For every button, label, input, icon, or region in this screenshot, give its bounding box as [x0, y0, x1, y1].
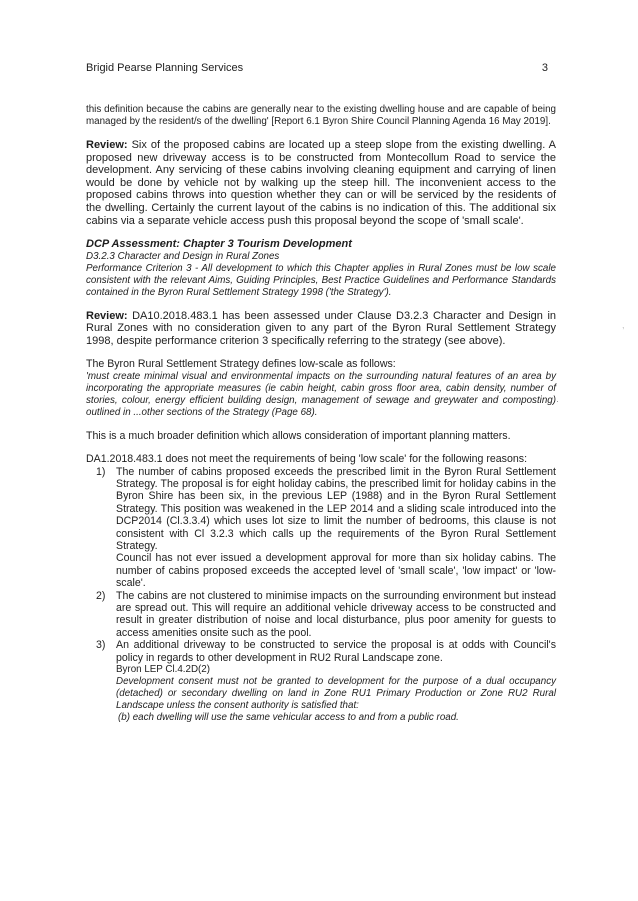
- review-text: DA10.2018.483.1 has been assessed under Clause D3.2.3 Character and Design in Rural Zones with no consideration given to any part of the Byron Rural Settlement Strategy 1998, despite performance criterion 3 specifically referring to the strategy (see above).: [86, 309, 556, 347]
- lep-reference: Byron LEP Cl.4.2D(2): [116, 664, 211, 676]
- dcp-criterion: Performance Criterion 3 - All development to which this Chapter applies in Rural Zones must be low scale consistent with the relevant Aims, Guiding Principles, Best Practice Guidelines and Performance Standards contained in the Byron Rural Settlement Strategy 1998 ('the Strategy').: [86, 262, 556, 298]
- review-paragraph-2: [86, 310, 556, 348]
- item-text: The number of cabins proposed exceeds the prescribed limit in the Byron Rural Settlement Strategy. The proposal is for eight holiday cabins, the prescribed limit for holiday cabins in the Byron Shire has been six, in the previous LEP (1988) and in the Byron Rural Settlement Strategy. This position was weakened in the LEP 2014 and a sliding scale introduced into the DCP2014 (Cl.3.3.4) which uses lot size to limit the number of bedrooms, this clause is not consistent with Cl 3.2.3 which calls up the requirements of the Byron Rural Settlement Strategy.: [116, 465, 556, 552]
- review-label: Review:: [86, 309, 128, 322]
- item-text: The cabins are not clustered to minimise impacts on the surrounding environment but instead are spread out. This will require an additional vehicle driveway access to be constructed and result in greater distribution of noise and local disturbance, plus poor amenity for guests to access amenities onsite such as the pool.: [116, 589, 556, 639]
- review-text: Six of the proposed cabins are located up a steep slope from the existing dwelling. A proposed new driveway access is to be constructed from Montecollum Road to service the development. Any servicing of these cabins involving cleaning equipment and carrying of linen would be done by vehicle not by walking up the steep hill. The inconvenient access to the proposed cabins throws into question whether they can or will be serviced by the residents of the dwelling. Certainly the current layout of the cabins is no indication of this. The additional six cabins via a separate vehicle access push this proposal beyond the scope of 'small scale'.: [86, 139, 556, 227]
- item-number: 3): [96, 639, 106, 652]
- strategy-intro: The Byron Rural Settlement Strategy defines low-scale as follows:: [86, 358, 396, 371]
- review-paragraph-1: [86, 139, 556, 227]
- dcp-subheading: D3.2.3 Character and Design in Rural Zones: [86, 250, 280, 262]
- reasons-list: [86, 466, 556, 725]
- strategy-quote: 'must create minimal visual and environmental impacts on the surrounding natural features of an area by incorporating the appropriate measures (ie cabin height, cabin gross floor area, cabin density, number of stories, colour, energy efficient building design, management of sewage and greywater and composting) outlined in ...other sections of the Strategy (Page 68).: [86, 370, 556, 418]
- dcp-heading: DCP Assessment: Chapter 3 Tourism Development: [86, 238, 352, 251]
- review-label: Review:: [86, 139, 128, 151]
- page-number: 3: [541, 62, 548, 74]
- list-item: [86, 639, 556, 724]
- list-item: [86, 590, 556, 640]
- lep-quote: (b) each dwelling will use the same vehicular access to and from a public road.: [118, 712, 459, 724]
- lep-quote: Development consent must not be granted to development for the purpose of a dual occupancy (detached) or secondary dwelling on land in Zone RU1 Primary Production or Zone RU2 Rural Landscape unless the consent authority is satisfied that:: [116, 676, 556, 712]
- item-text: Council has not ever issued a development approval for more than six holiday cabins. The number of cabins proposed exceeds the accepted level of 'small scale', 'low impact' or 'low-scale'.: [116, 552, 556, 590]
- company-name: Brigid Pearse Planning Services: [86, 62, 244, 74]
- item-text: An additional driveway to be constructed to service the proposal is at odds with Council's policy in regards to other development in RU2 Rural Landscape zone.: [116, 639, 556, 664]
- margin-mark: ·: [556, 396, 559, 406]
- list-item: [86, 466, 556, 590]
- intro-quote: this definition because the cabins are generally near to the existing dwelling house and are capable of being managed by the resident/s of the dwelling' [Report 6.1 Byron Shire Council Planning Agenda 16 May 2019].: [86, 104, 556, 127]
- reasons-intro: DA1.2018.483.1 does not meet the requirements of being 'low scale' for the following reasons:: [86, 453, 528, 466]
- page-header: [86, 62, 552, 74]
- item-number: 1): [96, 465, 106, 478]
- margin-mark: ,: [622, 320, 625, 330]
- broader-definition: This is a much broader definition which allows consideration of important planning matters.: [86, 429, 511, 442]
- item-number: 2): [96, 589, 106, 602]
- page-body: [86, 104, 556, 724]
